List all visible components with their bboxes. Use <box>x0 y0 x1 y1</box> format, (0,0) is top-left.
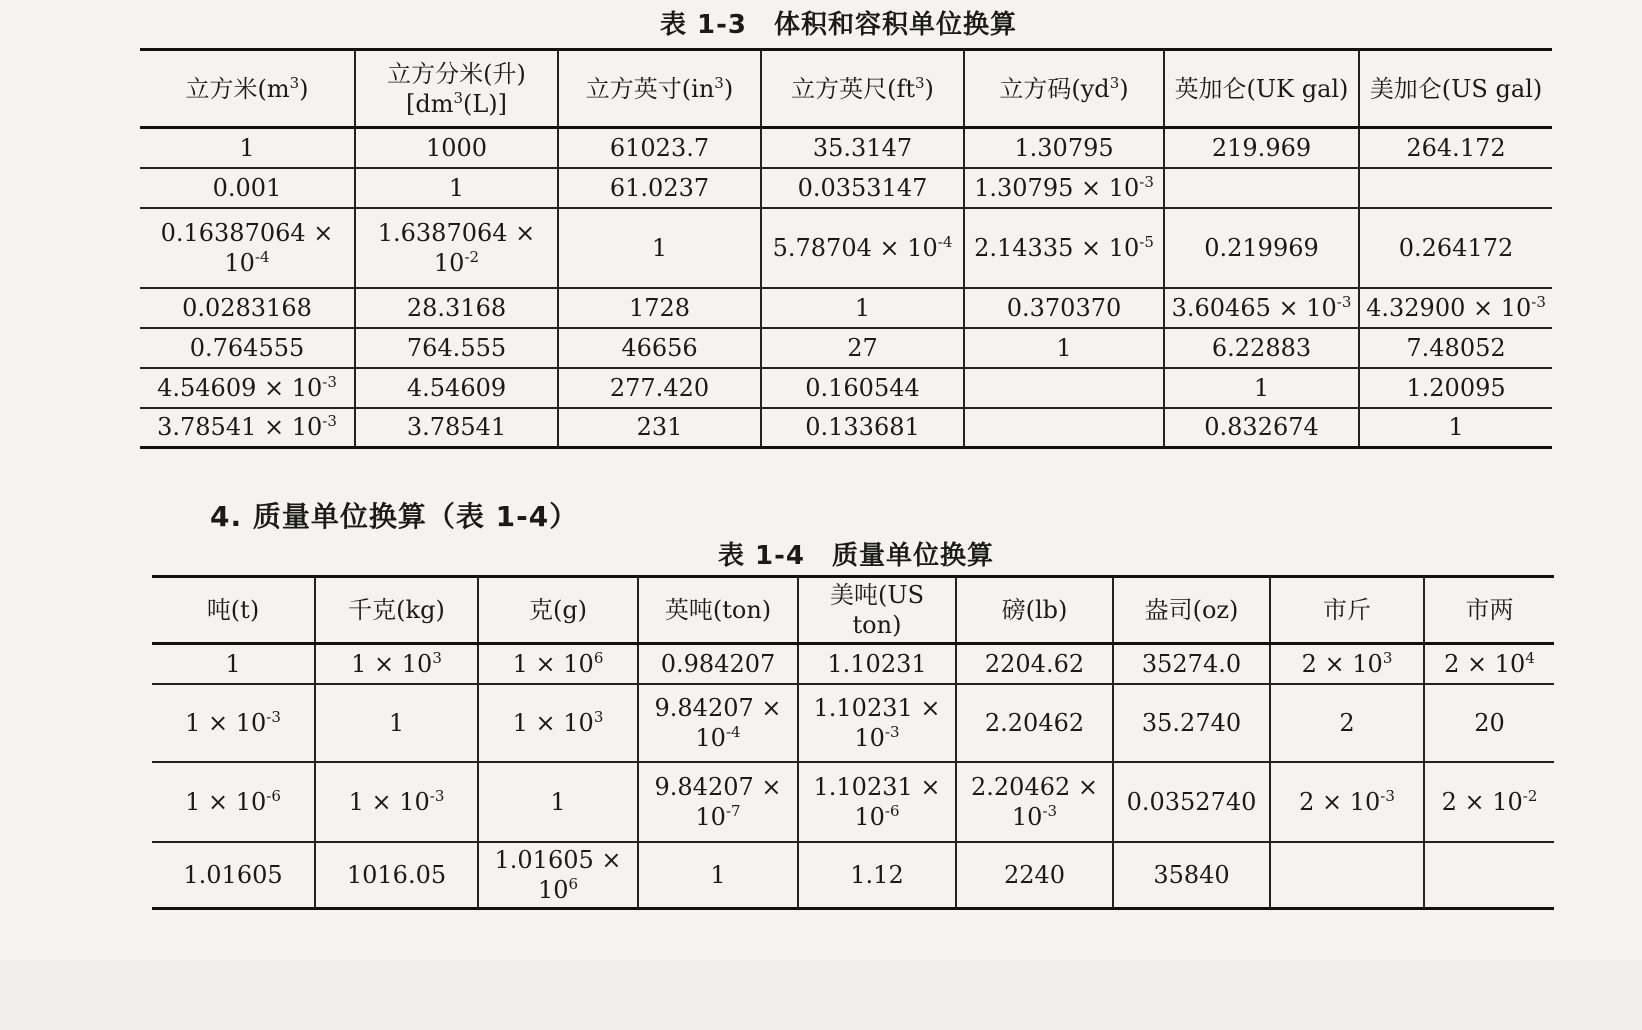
cell-text: 1.30795 <box>1014 133 1114 162</box>
table-cell <box>638 684 798 762</box>
table-cell <box>558 208 761 288</box>
cell-text: 1.6387064 × 10 <box>377 218 536 277</box>
table-cell <box>761 288 964 328</box>
cell-text: 吨(t) <box>206 596 260 624</box>
table-cell <box>140 128 355 168</box>
cell-text: 4.54609 <box>406 373 507 402</box>
cell-text: 市两 <box>1465 596 1514 624</box>
cell-text: 1 <box>1056 333 1072 362</box>
cell-text: 1 <box>1448 413 1464 442</box>
cell-text: 美加仑(US gal) <box>1369 74 1543 103</box>
exponent: -3 <box>884 722 900 741</box>
table-cell <box>355 368 558 408</box>
cell-text: 1.01605 <box>183 860 283 889</box>
column-header <box>1424 577 1554 644</box>
table-cell <box>638 644 798 684</box>
table-cell <box>956 842 1113 909</box>
table-row <box>152 644 1554 684</box>
table-cell <box>1164 288 1359 328</box>
column-header <box>1359 50 1552 128</box>
table-cell <box>1359 408 1552 448</box>
cell-text: 27 <box>847 333 878 362</box>
table-cell <box>355 328 558 368</box>
cell-text: 英吨(ton) <box>664 596 772 624</box>
table-header-row <box>152 577 1554 644</box>
cell-text: 1 <box>651 233 668 262</box>
column-header <box>956 577 1113 644</box>
table-cell <box>140 368 355 408</box>
exponent: 3 <box>714 73 724 92</box>
exponent: 3 <box>914 73 925 92</box>
cell-text: 35.3147 <box>812 133 913 162</box>
cell-text-tail: ) <box>299 74 309 103</box>
table-row <box>140 328 1552 368</box>
cell-text: 2.14335 × 10 <box>974 233 1140 262</box>
cell-text: 1 <box>225 649 241 678</box>
cell-text: 1 <box>448 173 465 202</box>
cell-text: 1 <box>550 787 566 816</box>
cell-text: 1 <box>1253 373 1270 402</box>
cell-text: 1.20095 <box>1406 373 1506 402</box>
table-cell <box>1164 168 1359 208</box>
table-cell <box>1113 644 1270 684</box>
table-cell <box>315 684 478 762</box>
cell-text: 1 × 10 <box>351 649 433 678</box>
table-1-3-caption: 表 1-3 体积和容积单位换算 <box>660 10 1018 40</box>
exponent: -4 <box>254 247 270 266</box>
cell-text: 立方英寸(in <box>585 74 715 103</box>
table-row <box>152 842 1554 909</box>
table-row <box>152 684 1554 762</box>
table-cell <box>140 288 355 328</box>
cell-text: 1.10231 <box>827 649 927 678</box>
cell-text: 1.01605 × 10 <box>494 845 622 904</box>
cell-text: 28.3168 <box>406 293 507 322</box>
cell-text: 1 × 10 <box>512 708 594 737</box>
table-cell <box>1270 684 1424 762</box>
cell-text: 1 × 10 <box>185 708 267 737</box>
table-cell <box>315 762 478 842</box>
table-cell <box>1164 128 1359 168</box>
cell-text: 231 <box>636 413 683 442</box>
table-cell <box>956 762 1113 842</box>
cell-text: 英加仑(UK gal) <box>1174 74 1349 103</box>
cell-text: 1 <box>710 860 726 889</box>
exponent: -3 <box>1336 292 1352 311</box>
table-cell <box>956 644 1113 684</box>
exponent: 6 <box>593 648 604 667</box>
table-cell <box>152 644 315 684</box>
table-cell <box>478 762 638 842</box>
table-cell <box>355 168 558 208</box>
table-cell <box>1424 762 1554 842</box>
table-cell <box>478 684 638 762</box>
table-cell <box>478 644 638 684</box>
column-header <box>1270 577 1424 644</box>
cell-text-tail: ) <box>1119 74 1129 103</box>
table-row <box>140 168 1552 208</box>
cell-text: 1.30795 × 10 <box>974 173 1140 202</box>
column-header <box>478 577 638 644</box>
cell-text: 立方英尺(ft <box>791 74 915 103</box>
table-1-4-caption: 表 1-4 质量单位换算 <box>718 541 995 571</box>
column-header <box>558 50 761 128</box>
cell-text: 1 × 10 <box>348 787 430 816</box>
table-cell <box>798 842 956 909</box>
table-cell <box>355 408 558 448</box>
cell-text: 0.0353147 <box>797 173 928 202</box>
table-cell <box>478 842 638 909</box>
cell-text: 0.370370 <box>1006 293 1122 322</box>
table-cell <box>140 168 355 208</box>
cell-text: 35274.0 <box>1141 649 1242 678</box>
cell-text: 0.0352740 <box>1126 787 1257 816</box>
table-cell <box>1164 328 1359 368</box>
cell-text: 美吨(US ton) <box>829 581 925 639</box>
table-cell <box>798 644 956 684</box>
exponent: -3 <box>266 707 281 726</box>
table-cell <box>964 328 1164 368</box>
table-cell <box>315 842 478 909</box>
exponent: -3 <box>322 372 337 391</box>
column-header <box>355 50 558 128</box>
table-cell <box>1359 288 1552 328</box>
cell-text-tail: ) <box>723 74 734 103</box>
table-cell <box>1113 842 1270 909</box>
cell-text: 磅(lb) <box>1001 596 1068 624</box>
table-cell <box>1270 644 1424 684</box>
cell-text: 1.12 <box>850 860 904 889</box>
cell-text: 2 × 10 <box>1301 649 1383 678</box>
cell-text: 1 <box>239 133 255 162</box>
cell-text: 1016.05 <box>346 860 447 889</box>
table-cell <box>558 408 761 448</box>
exponent: -6 <box>266 786 281 805</box>
column-header <box>1164 50 1359 128</box>
table-cell <box>964 408 1164 448</box>
column-header <box>798 577 956 644</box>
cell-text-tail: (L)] <box>463 89 508 118</box>
cell-text: 立方分米(升)[dm <box>387 59 526 118</box>
cell-text: 0.0283168 <box>182 293 312 322</box>
table-cell <box>152 684 315 762</box>
table-row <box>140 208 1552 288</box>
cell-text: 1 × 10 <box>512 649 594 678</box>
cell-text: 20 <box>1474 708 1505 737</box>
column-header <box>140 50 355 128</box>
table-cell <box>964 368 1164 408</box>
cell-text: 0.133681 <box>805 413 920 442</box>
table-header-row <box>140 50 1552 128</box>
cell-text: 3.78541 <box>406 413 507 442</box>
mass-conversion-table <box>152 575 1554 910</box>
cell-text: 立方米(m <box>185 74 290 103</box>
exponent: -4 <box>937 232 953 251</box>
cell-text: 1 <box>388 708 405 737</box>
table-cell <box>761 208 964 288</box>
table-cell <box>558 288 761 328</box>
table-cell <box>355 128 558 168</box>
exponent: -2 <box>464 247 480 266</box>
table-cell <box>1359 368 1552 408</box>
cell-text: 1728 <box>628 293 691 322</box>
table-row <box>140 368 1552 408</box>
cell-text: 61.0237 <box>609 173 710 202</box>
cell-text: 盎司(oz) <box>1144 596 1239 624</box>
cell-text: 0.219969 <box>1204 233 1319 262</box>
cell-text: 千克(kg) <box>348 596 445 624</box>
table-cell <box>558 168 761 208</box>
table-cell <box>558 128 761 168</box>
table-cell <box>1424 684 1554 762</box>
exponent: -2 <box>1522 786 1538 805</box>
cell-text: 2204.62 <box>984 649 1085 678</box>
table-cell <box>964 128 1164 168</box>
table-cell <box>315 644 478 684</box>
table-cell <box>140 328 355 368</box>
cell-text: 1 × 10 <box>185 787 267 816</box>
exponent: -3 <box>429 786 445 805</box>
table-cell <box>1424 842 1554 909</box>
table-cell <box>964 208 1164 288</box>
cell-text: 277.420 <box>609 373 710 402</box>
cell-text: 35840 <box>1153 860 1230 889</box>
cell-text: 0.160544 <box>805 373 920 402</box>
cell-text: 6.22883 <box>1211 333 1312 362</box>
cell-text: 0.764555 <box>189 333 305 362</box>
exponent: 4 <box>1525 648 1535 667</box>
exponent: -3 <box>1139 172 1154 191</box>
table-cell <box>798 762 956 842</box>
table-cell <box>761 408 964 448</box>
column-header <box>638 577 798 644</box>
table-cell <box>1164 208 1359 288</box>
cell-text: 4.32900 × 10 <box>1366 293 1532 322</box>
cell-text: 3.60465 × 10 <box>1171 293 1337 322</box>
table-cell <box>355 288 558 328</box>
table-cell <box>638 842 798 909</box>
cell-text: 9.84207 × 10 <box>654 693 782 752</box>
cell-text: 0.264172 <box>1398 233 1514 262</box>
exponent: 3 <box>593 707 604 726</box>
volume-conversion-table <box>140 48 1552 449</box>
table-cell <box>761 128 964 168</box>
table-cell <box>152 842 315 909</box>
cell-text-tail: ) <box>924 74 934 103</box>
cell-text: 2 <box>1339 708 1355 737</box>
cell-text: 2 × 10 <box>1441 787 1523 816</box>
cell-text: 7.48052 <box>1406 333 1506 362</box>
table-cell <box>1359 128 1552 168</box>
cell-text: 1.10231 × 10 <box>813 693 941 752</box>
table-cell <box>1113 684 1270 762</box>
cell-text: 264.172 <box>1406 133 1506 162</box>
table-cell <box>1359 208 1552 288</box>
table-row <box>140 288 1552 328</box>
table-row <box>140 408 1552 448</box>
exponent: -3 <box>1042 801 1058 820</box>
cell-text: 2 × 10 <box>1444 649 1526 678</box>
table-cell <box>761 368 964 408</box>
table-cell <box>1359 168 1552 208</box>
cell-text: 9.84207 × 10 <box>654 772 782 831</box>
table-cell <box>1164 368 1359 408</box>
table-cell <box>152 762 315 842</box>
exponent: 3 <box>453 88 463 107</box>
table-cell <box>140 208 355 288</box>
exponent: 3 <box>432 648 442 667</box>
column-header <box>761 50 964 128</box>
exponent: -5 <box>1139 232 1154 251</box>
cell-text: 4.54609 × 10 <box>157 373 323 402</box>
cell-text: 2240 <box>1003 860 1066 889</box>
cell-text: 1.10231 × 10 <box>813 772 941 831</box>
cell-text: 0.16387064 × 10 <box>160 218 334 277</box>
cell-text: 0.001 <box>212 173 282 202</box>
table-cell <box>1424 644 1554 684</box>
cell-text: 克(g) <box>528 596 588 624</box>
table-cell <box>1164 408 1359 448</box>
exponent: -7 <box>725 801 741 820</box>
table-cell <box>964 168 1164 208</box>
cell-text: 2.20462 <box>984 708 1085 737</box>
table-cell <box>761 328 964 368</box>
cell-text: 2.20462 × 10 <box>971 772 1098 831</box>
table-cell <box>1270 762 1424 842</box>
exponent: 6 <box>568 874 579 893</box>
cell-text: 市斤 <box>1323 596 1371 624</box>
exponent: 3 <box>289 73 300 92</box>
exponent: -3 <box>1531 292 1546 311</box>
cell-text: 立方码(yd <box>999 74 1110 103</box>
cell-text: 3.78541 × 10 <box>157 413 323 442</box>
exponent: -3 <box>1380 786 1395 805</box>
cell-text: 764.555 <box>406 333 507 362</box>
table-cell <box>140 408 355 448</box>
cell-text: 1 <box>854 293 871 322</box>
table-cell <box>558 328 761 368</box>
table-cell <box>956 684 1113 762</box>
table-cell <box>798 684 956 762</box>
cell-text: 35.2740 <box>1141 708 1242 737</box>
column-header <box>315 577 478 644</box>
column-header <box>152 577 315 644</box>
table-cell <box>1270 842 1424 909</box>
cell-text: 0.984207 <box>660 649 776 678</box>
table-cell <box>1113 762 1270 842</box>
table-cell <box>638 762 798 842</box>
cell-text: 5.78704 × 10 <box>772 233 938 262</box>
exponent: 3 <box>1382 648 1393 667</box>
section-heading: 4. 质量单位换算（表 1-4） <box>210 500 579 533</box>
cell-text: 219.969 <box>1211 133 1312 162</box>
cell-text: 0.832674 <box>1204 413 1319 442</box>
cell-text: 61023.7 <box>609 133 710 162</box>
exponent: -4 <box>725 722 741 741</box>
cell-text: 1000 <box>425 133 488 162</box>
column-header <box>964 50 1164 128</box>
table-cell <box>761 168 964 208</box>
table-row <box>140 128 1552 168</box>
table-cell <box>964 288 1164 328</box>
page-bottom-margin <box>0 960 1642 1030</box>
exponent: -6 <box>884 801 900 820</box>
exponent: -3 <box>322 412 337 431</box>
table-cell <box>1359 328 1552 368</box>
cell-text: 2 × 10 <box>1299 787 1381 816</box>
table-row <box>152 762 1554 842</box>
column-header <box>1113 577 1270 644</box>
table-cell <box>558 368 761 408</box>
cell-text: 46656 <box>621 333 698 362</box>
exponent: 3 <box>1109 73 1120 92</box>
table-cell <box>355 208 558 288</box>
